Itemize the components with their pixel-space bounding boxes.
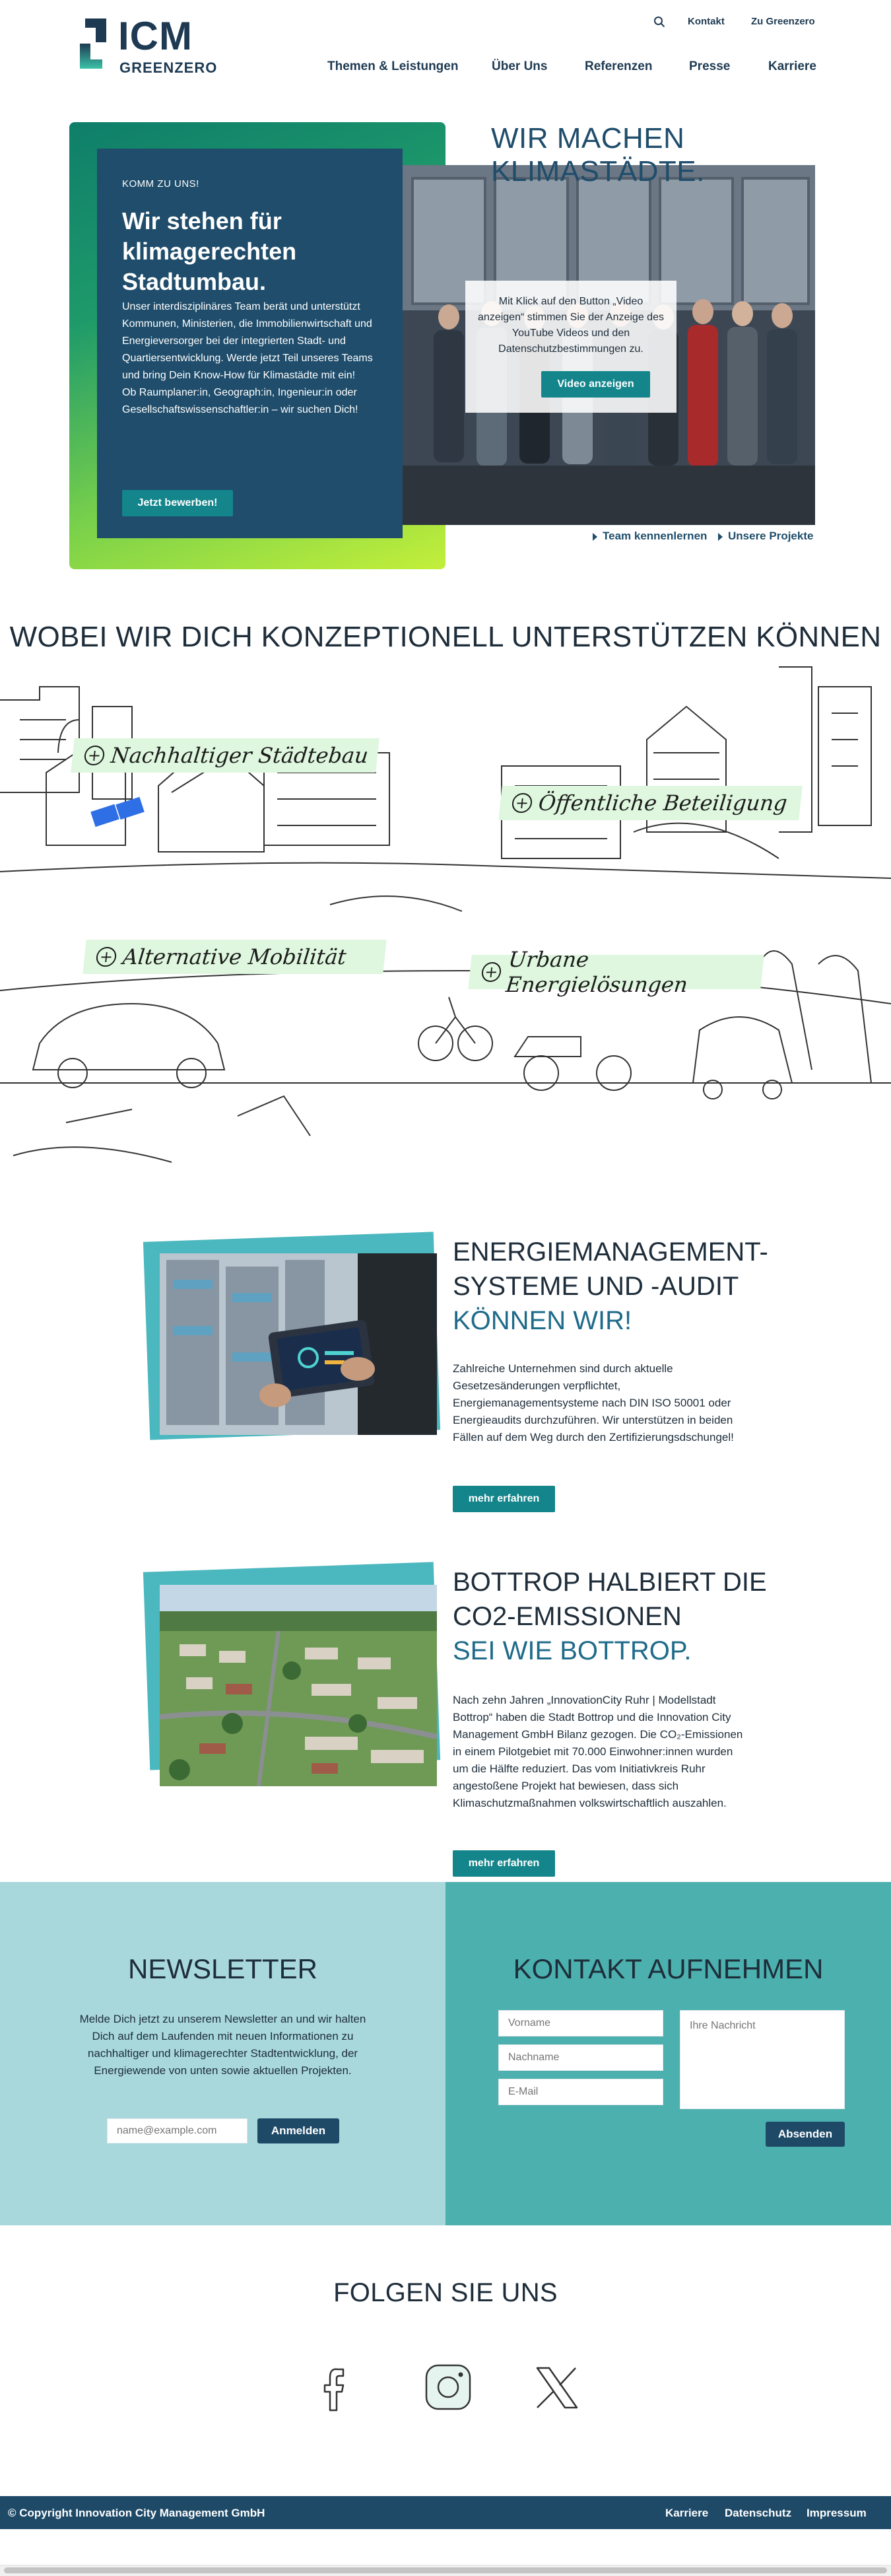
scrollbar-thumb[interactable] (4, 2567, 887, 2573)
aerial-photo (160, 1585, 437, 1786)
send-button[interactable]: Absenden (766, 2122, 845, 2147)
newsletter-text: Melde Dich jetzt zu unserem Newsletter an und wir halten Dich auf dem Laufenden mit neuen Informationen zu nachhaltiger und klimagerechter Stadtentwicklung, der Energiewende von unten sowie aktuellen Projekten. (79, 2013, 366, 2077)
team-link-label: Team kennenlernen (603, 530, 708, 542)
newsletter-email-input[interactable] (107, 2118, 248, 2143)
feature-title-line: CO2-EMISSIONEN (453, 1602, 682, 1631)
learn-more-button[interactable]: mehr erfahren (453, 1486, 555, 1512)
bottrop-aerial-image (160, 1585, 437, 1786)
message-textarea[interactable] (680, 2010, 845, 2109)
email-input[interactable] (498, 2079, 663, 2105)
footer-karriere[interactable]: Karriere (665, 2507, 709, 2519)
tag-oeffentliche-beteiligung[interactable] (498, 786, 802, 820)
learn-more-button[interactable]: mehr erfahren (453, 1850, 555, 1877)
tag-label: Alternative Mobilität (121, 944, 348, 969)
newsletter-title: NEWSLETTER (127, 1953, 318, 1984)
plus-circle-icon: + (480, 962, 502, 982)
hero-text-roles: Ob Raumplaner:in, Geograph:in, Ingenieur:in oder Gesellschaftswissenschaftler:in – wir suchen Dich! (122, 387, 358, 415)
nav-referenzen[interactable]: Referenzen (585, 59, 653, 73)
search-icon[interactable] (653, 16, 665, 28)
nav-karriere[interactable]: Karriere (768, 59, 816, 73)
footer-impressum[interactable]: Impressum (807, 2507, 867, 2519)
hero-kicker: KOMM ZU UNS! (122, 178, 199, 190)
feature-text: Nach zehn Jahren „InnovationCity Ruhr | Modellstadt Bottrop“ haben die Stadt Bottrop und die Innovation City Management GmbH Bilanz gezogen. Die CO₂-Emissionen in einem Pilotgebiet mit 70.000 Einwohner:innen wurden um die Hälfte reduziert. Das vom Initiativkreis Ruhr angestoßene Projekt hat bewiesen, dass sich Klimaschutzmaßnahmen volkswirtschaftlich auszahlen. (453, 1694, 743, 1809)
plus-circle-icon: + (511, 793, 533, 813)
subscribe-button[interactable]: Anmelden (257, 2118, 339, 2143)
footer-datenschutz[interactable]: Datenschutz (725, 2507, 792, 2519)
plus-circle-icon: + (83, 746, 105, 765)
hero-headline: WIR MACHEN KLIMASTÄDTE. (491, 122, 705, 188)
feature-text: Zahlreiche Unternehmen sind durch aktuelle Gesetzesänderungen verpflichtet, Energiemanagementsysteme nach DIN ISO 50001 oder Energieaudits durchzuführen. Wir unterstützen in beiden Fällen auf dem Weg durch den Zertifizierungsdschungel! (453, 1362, 734, 1444)
triangle-right-icon (593, 533, 597, 541)
feature-highlight: KÖNNEN WIR! (453, 1306, 632, 1335)
team-link[interactable] (593, 530, 707, 543)
follow-title: FOLGEN SIE UNS (333, 2278, 558, 2307)
x-icon[interactable] (527, 2357, 586, 2417)
feature-highlight: SEI WIE BOTTROP. (453, 1636, 692, 1665)
apply-button[interactable]: Jetzt bewerben! (122, 490, 233, 516)
tag-urbane-energieloesungen[interactable] (468, 947, 764, 997)
tag-label: Öffentliche Beteiligung (537, 790, 789, 816)
projects-link[interactable] (718, 530, 813, 543)
energy-management-image (160, 1253, 437, 1435)
triangle-right-icon (718, 533, 723, 541)
concept-title: WOBEI WIR DICH KONZEPTIONELL UNTERSTÜTZEN KÖNNEN (9, 621, 882, 653)
tag-label: Nachhaltiger Städtebau (110, 743, 370, 768)
lastname-input[interactable] (498, 2044, 663, 2071)
brand-sub: GREENZERO (119, 59, 218, 76)
tag-nachhaltiger-staedtebau[interactable] (71, 738, 379, 773)
show-video-button[interactable]: Video anzeigen (541, 371, 650, 398)
contact-title: KONTAKT AUFNEHMEN (513, 1953, 824, 1984)
feature-title-line: ENERGIEMANAGEMENT- (453, 1237, 768, 1267)
topnav-kontakt[interactable]: Kontakt (688, 16, 725, 27)
video-consent-notice: Mit Klick auf den Button „Video anzeigen“ stimmen Sie der Anzeige des YouTube Videos und den Datenschutzbestimmungen zu. (465, 281, 676, 413)
icm-logo-mark (76, 16, 110, 71)
nav-presse[interactable]: Presse (689, 59, 731, 73)
hero-text (122, 298, 380, 419)
hero-text-main: Unser interdisziplinäres Team berät und unterstützt Kommunen, Ministerien, die Immobilienwirtschaft und Energieversorger bei der integrierten Stadt- und Quartiersentwicklung. Werde jetzt Teil unseres Teams und bring Dein Know-How für Klimastädte mit ein! (122, 301, 373, 381)
projects-link-label: Unsere Projekte (728, 530, 814, 542)
tag-alternative-mobilitaet[interactable] (82, 940, 386, 974)
nav-ueber-uns[interactable]: Über Uns (492, 59, 548, 73)
copyright: © Copyright Innovation City Management GmbH (8, 2507, 265, 2519)
tablet-photo (160, 1253, 437, 1435)
plus-circle-icon: + (95, 947, 117, 967)
tag-label: Urbane Energielösungen (504, 947, 689, 997)
facebook-icon[interactable] (305, 2357, 364, 2417)
feature-title (453, 1565, 770, 1668)
instagram-icon[interactable] (418, 2357, 478, 2417)
brand-name: ICM (118, 14, 193, 58)
feature-title-line: BOTTROP HALBIERT DIE (453, 1568, 767, 1597)
firstname-input[interactable] (498, 2010, 663, 2036)
nav-themen[interactable]: Themen & Leistungen (327, 59, 459, 73)
feature-title-line: SYSTEME UND -AUDIT (453, 1272, 739, 1301)
hero-title: Wir stehen für klimagerechten Stadtumbau. (122, 207, 297, 295)
topnav-greenzero[interactable]: Zu Greenzero (751, 16, 815, 27)
logo[interactable] (76, 12, 218, 76)
feature-title (453, 1235, 770, 1338)
